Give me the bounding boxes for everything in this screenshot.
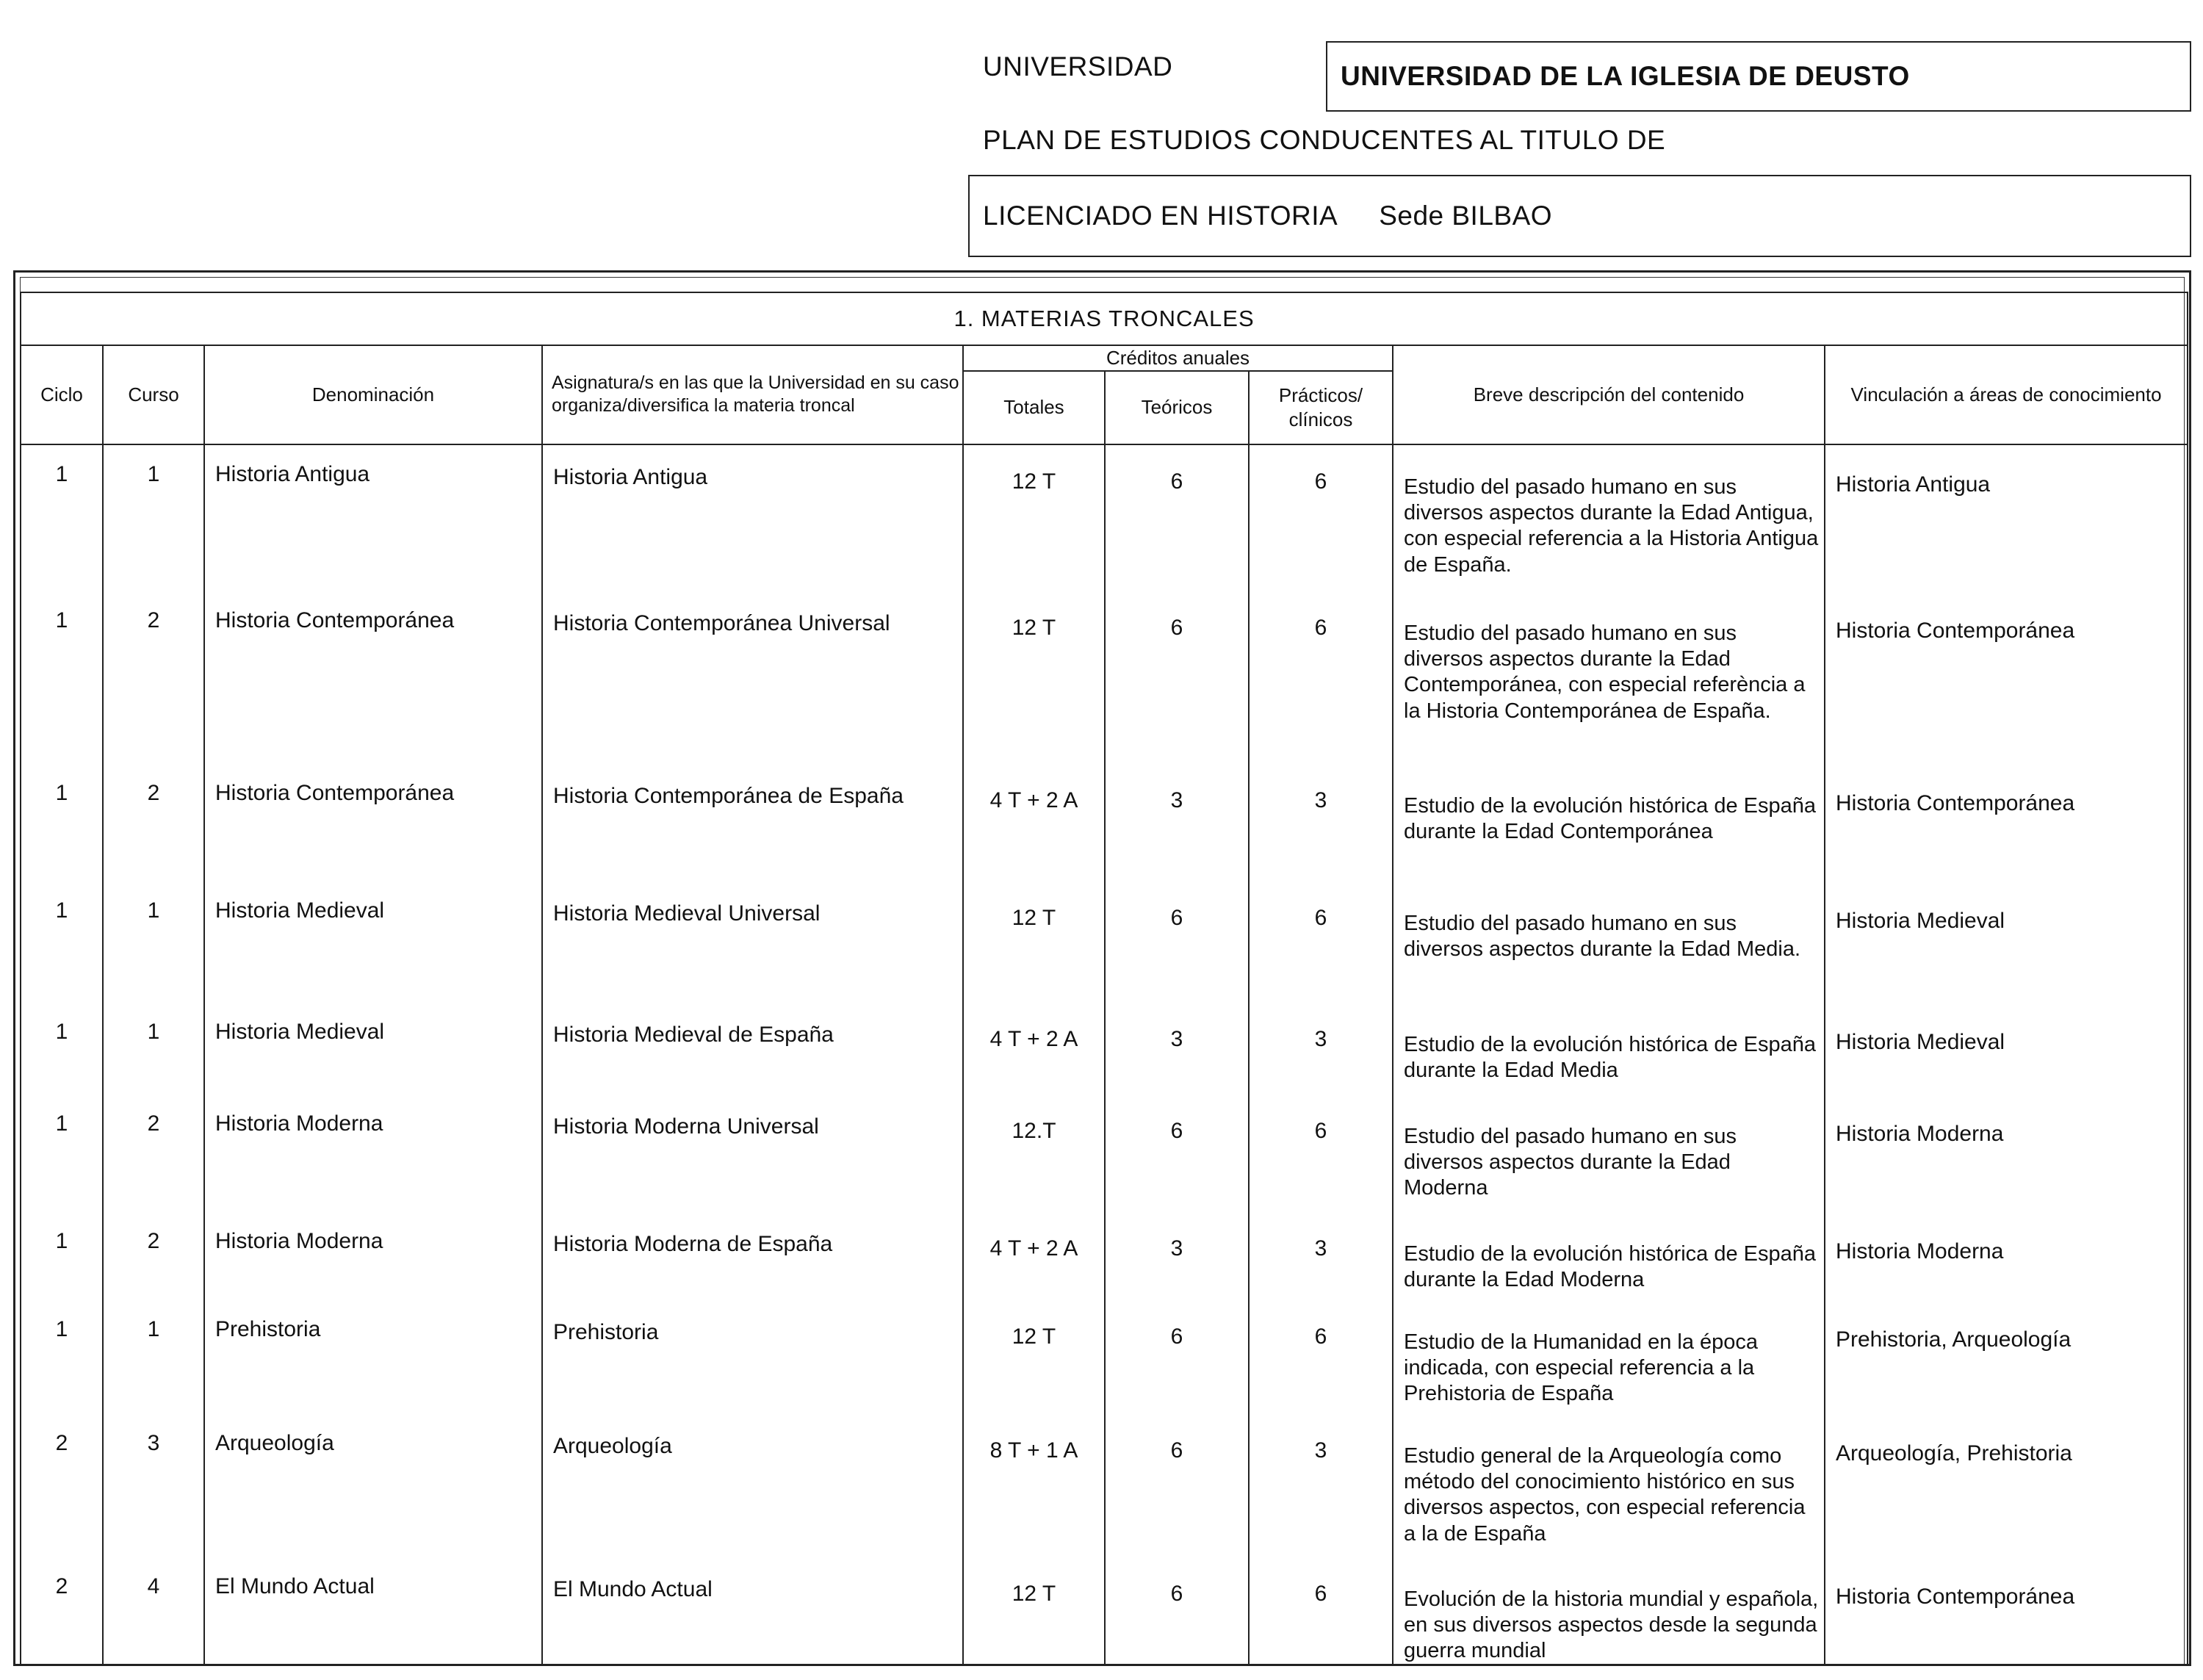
table-cell-asignatura: Historia Medieval Universal	[542, 882, 963, 1003]
header-asignaturas: Asignatura/s en las que la Universidad en su caso organiza/diversifica la materia troncal	[542, 345, 963, 444]
table-cell-descripcion: Estudio del pasado humano en sus diversos aspectos durante la Edad Moderna	[1393, 1095, 1825, 1212]
table-cell-practicos: 3	[1249, 764, 1393, 882]
table-cell-denominacion: Historia Medieval	[204, 1003, 542, 1095]
table-cell-vinculacion: Arqueología, Prehistoria	[1825, 1414, 2188, 1557]
section-title: 1. MATERIAS TRONCALES	[21, 292, 2188, 345]
materias-troncales-table	[20, 292, 2188, 1666]
table-cell-curso: 2	[103, 764, 204, 882]
universidad-label: UNIVERSIDAD	[983, 51, 1173, 82]
table-cell-vinculacion: Historia Moderna	[1825, 1212, 2188, 1300]
table-cell-curso: 3	[103, 1414, 204, 1557]
table-cell-ciclo: 1	[21, 1003, 103, 1095]
table-cell-vinculacion: Historia Contemporánea	[1825, 591, 2188, 764]
table-row	[21, 591, 2188, 764]
table-cell-practicos: 3	[1249, 1212, 1393, 1300]
table-cell-practicos: 6	[1249, 591, 1393, 764]
table-cell-ciclo: 2	[21, 1414, 103, 1557]
header-teoricos: Teóricos	[1105, 371, 1249, 444]
table-cell-descripcion: Estudio del pasado humano en sus diversos aspectos durante la Edad Media.	[1393, 882, 1825, 1003]
header-denominacion: Denominación	[204, 345, 542, 444]
table-cell-ciclo: 2	[21, 1557, 103, 1667]
table-cell-descripcion: Estudio del pasado humano en sus diversos aspectos durante la Edad Antigua, con especial referencia a la Historia Antigua de España.	[1393, 444, 1825, 591]
table-cell-teoricos: 6	[1105, 1414, 1249, 1557]
table-cell-teoricos: 6	[1105, 1095, 1249, 1212]
table-cell-teoricos: 6	[1105, 444, 1249, 591]
table-cell-totales: 8 T + 1 A	[963, 1414, 1105, 1557]
table-cell-denominacion: Historia Contemporánea	[204, 764, 542, 882]
table-row	[21, 1300, 2188, 1414]
table-cell-ciclo: 1	[21, 444, 103, 591]
table-cell-teoricos: 6	[1105, 591, 1249, 764]
table-cell-totales: 12 T	[963, 444, 1105, 591]
table-cell-totales: 4 T + 2 A	[963, 1003, 1105, 1095]
table-cell-asignatura: Arqueología	[542, 1414, 963, 1557]
table-cell-curso: 1	[103, 1003, 204, 1095]
degree-name: LICENCIADO EN HISTORIA	[983, 201, 1338, 231]
header-ciclo: Ciclo	[21, 345, 103, 444]
table-cell-ciclo: 1	[21, 1095, 103, 1212]
table-cell-curso: 1	[103, 1300, 204, 1414]
table-cell-practicos: 6	[1249, 882, 1393, 1003]
table-row	[21, 444, 2188, 591]
table-cell-teoricos: 6	[1105, 882, 1249, 1003]
header-descripcion: Breve descripción del contenido	[1393, 345, 1825, 444]
plan-title: PLAN DE ESTUDIOS CONDUCENTES AL TITULO DE	[983, 125, 1666, 155]
table-cell-practicos: 6	[1249, 1300, 1393, 1414]
table-cell-asignatura: Historia Moderna de España	[542, 1212, 963, 1300]
table-row	[21, 1414, 2188, 1557]
table-row	[21, 1557, 2188, 1667]
table-cell-curso: 4	[103, 1557, 204, 1667]
header-curso: Curso	[103, 345, 204, 444]
table-row	[21, 1003, 2188, 1095]
table-cell-practicos: 3	[1249, 1003, 1393, 1095]
table-cell-vinculacion: Historia Antigua	[1825, 444, 2188, 591]
table-cell-asignatura: Historia Antigua	[542, 444, 963, 591]
table-row	[21, 1095, 2188, 1212]
table-cell-asignatura: Historia Contemporánea Universal	[542, 591, 963, 764]
table-cell-denominacion: Historia Moderna	[204, 1095, 542, 1212]
table-cell-totales: 4 T + 2 A	[963, 1212, 1105, 1300]
table-cell-vinculacion: Historia Moderna	[1825, 1095, 2188, 1212]
materias-troncales-table-frame	[13, 270, 2191, 1666]
header-practicos: Prácticos/ clínicos	[1249, 371, 1393, 444]
table-cell-totales: 4 T + 2 A	[963, 764, 1105, 882]
table-cell-asignatura: Historia Moderna Universal	[542, 1095, 963, 1212]
table-cell-descripcion: Estudio de la evolución histórica de España durante la Edad Media	[1393, 1003, 1825, 1095]
table-cell-vinculacion: Historia Contemporánea	[1825, 1557, 2188, 1667]
header-totales: Totales	[963, 371, 1105, 444]
header-creditos-anuales: Créditos anuales	[963, 345, 1393, 371]
table-cell-denominacion: Historia Antigua	[204, 444, 542, 591]
table-cell-teoricos: 6	[1105, 1300, 1249, 1414]
table-cell-totales: 12 T	[963, 591, 1105, 764]
table-cell-denominacion: Historia Medieval	[204, 882, 542, 1003]
table-cell-curso: 2	[103, 1095, 204, 1212]
table-cell-ciclo: 1	[21, 882, 103, 1003]
table-cell-practicos: 6	[1249, 1095, 1393, 1212]
table-row	[21, 882, 2188, 1003]
table-cell-descripcion: Evolución de la historia mundial y española, en sus diversos aspectos desde la segunda guerra mundial	[1393, 1557, 1825, 1667]
table-cell-curso: 2	[103, 1212, 204, 1300]
table-cell-descripcion: Estudio de la evolución histórica de España durante la Edad Contemporánea	[1393, 764, 1825, 882]
table-cell-ciclo: 1	[21, 591, 103, 764]
table-cell-vinculacion: Prehistoria, Arqueología	[1825, 1300, 2188, 1414]
table-row	[21, 764, 2188, 882]
degree-box	[968, 175, 2191, 257]
table-cell-curso: 1	[103, 882, 204, 1003]
table-cell-ciclo: 1	[21, 1212, 103, 1300]
table-cell-ciclo: 1	[21, 764, 103, 882]
table-cell-asignatura: Historia Medieval de España	[542, 1003, 963, 1095]
table-cell-ciclo: 1	[21, 1300, 103, 1414]
table-cell-denominacion: Historia Moderna	[204, 1212, 542, 1300]
table-cell-totales: 12 T	[963, 1300, 1105, 1414]
header-vinculacion: Vinculación a áreas de conocimiento	[1825, 345, 2188, 444]
table-cell-teoricos: 3	[1105, 1003, 1249, 1095]
universidad-name: UNIVERSIDAD DE LA IGLESIA DE DEUSTO	[1341, 61, 1910, 91]
table-cell-denominacion: Arqueología	[204, 1414, 542, 1557]
table-cell-teoricos: 3	[1105, 1212, 1249, 1300]
table-cell-vinculacion: Historia Contemporánea	[1825, 764, 2188, 882]
table-cell-descripcion: Estudio de la evolución histórica de España durante la Edad Moderna	[1393, 1212, 1825, 1300]
table-cell-denominacion: El Mundo Actual	[204, 1557, 542, 1667]
table-cell-practicos: 6	[1249, 1557, 1393, 1667]
table-cell-curso: 1	[103, 444, 204, 591]
table-cell-practicos: 3	[1249, 1414, 1393, 1557]
table-cell-descripcion: Estudio general de la Arqueología como método del conocimiento histórico en sus diversos aspectos, con especial referencia a la de España	[1393, 1414, 1825, 1557]
table-cell-teoricos: 3	[1105, 764, 1249, 882]
table-cell-asignatura: El Mundo Actual	[542, 1557, 963, 1667]
table-cell-descripcion: Estudio del pasado humano en sus diversos aspectos durante la Edad Contemporánea, con especial referència a la Historia Contemporánea de España.	[1393, 591, 1825, 764]
table-cell-asignatura: Prehistoria	[542, 1300, 963, 1414]
table-cell-totales: 12 T	[963, 882, 1105, 1003]
table-cell-vinculacion: Historia Medieval	[1825, 1003, 2188, 1095]
table-cell-totales: 12 T	[963, 1557, 1105, 1667]
table-cell-denominacion: Historia Contemporánea	[204, 591, 542, 764]
table-cell-asignatura: Historia Contemporánea de España	[542, 764, 963, 882]
table-cell-curso: 2	[103, 591, 204, 764]
table-cell-totales: 12.T	[963, 1095, 1105, 1212]
table-cell-teoricos: 6	[1105, 1557, 1249, 1667]
table-cell-vinculacion: Historia Medieval	[1825, 882, 2188, 1003]
table-cell-descripcion: Estudio de la Humanidad en la época indicada, con especial referencia a la Prehistoria de España	[1393, 1300, 1825, 1414]
table-row	[21, 1212, 2188, 1300]
table-cell-practicos: 6	[1249, 444, 1393, 591]
sede-label: Sede BILBAO	[1379, 201, 1553, 231]
table-cell-denominacion: Prehistoria	[204, 1300, 542, 1414]
universidad-name-box	[1326, 41, 2191, 112]
